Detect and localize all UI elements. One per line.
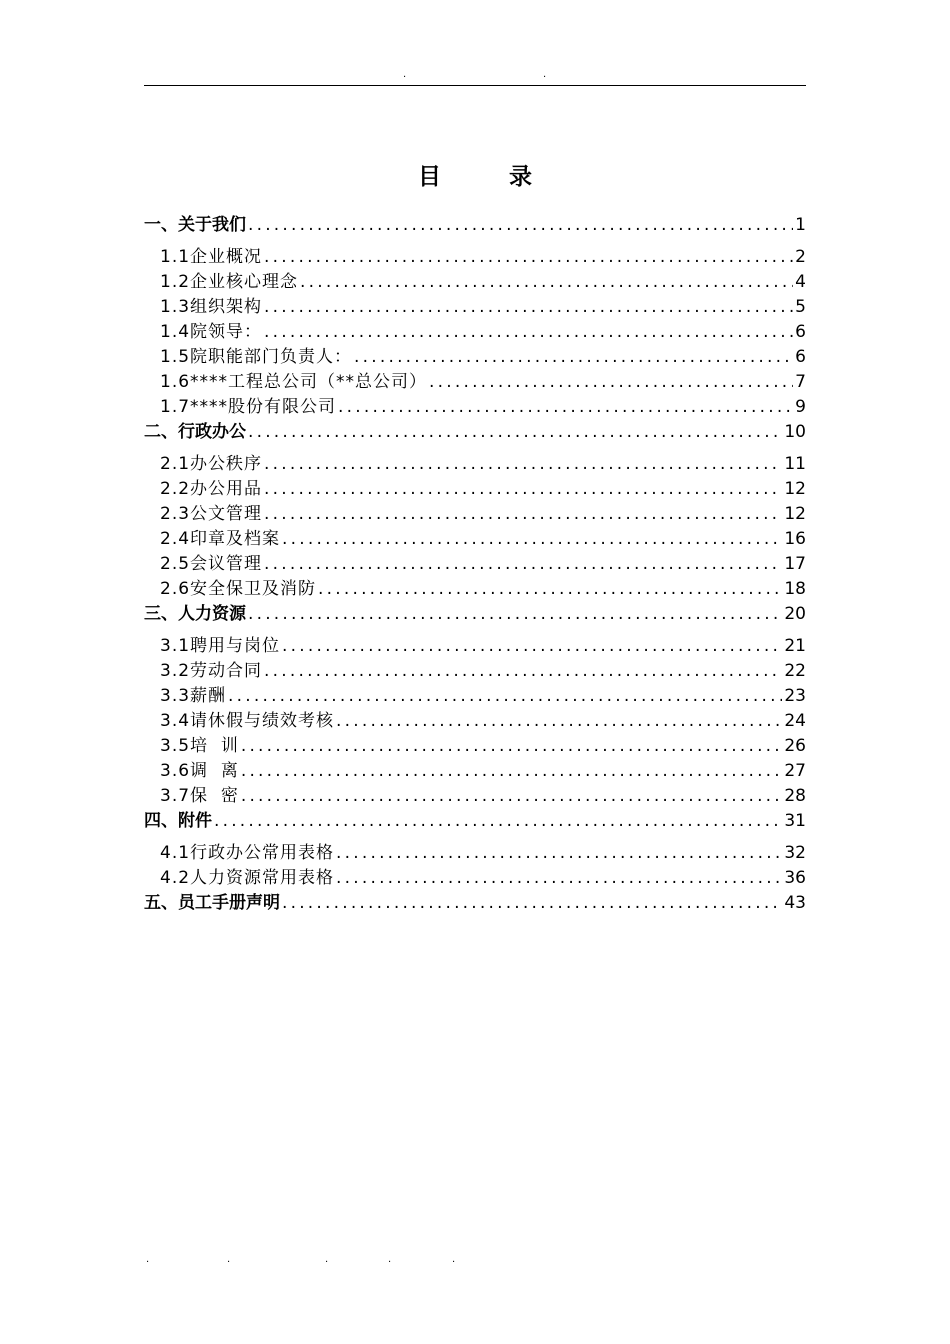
footer-dot: . [388,1254,392,1265]
page-title: 目 录 [417,164,562,190]
toc-dot-leader [264,247,793,267]
toc-section-entry[interactable] [144,806,806,841]
toc-entry-label: 2.2办公用品 [160,479,263,499]
toc-page-number: 43 [784,893,806,913]
toc-section-entry[interactable] [144,888,806,923]
toc-entry-label: 4.1行政办公常用表格 [160,843,335,863]
toc-dot-leader [264,479,782,499]
toc-section-entry[interactable] [144,417,806,452]
toc-entry-label: 3.5培 训 [160,736,239,756]
toc-subsection-entry[interactable] [144,756,806,781]
toc-dot-leader [264,554,782,574]
toc-subsection-entry[interactable] [144,392,806,417]
toc-entry-label: 2.3公文管理 [160,504,263,524]
toc-dot-leader [354,347,793,367]
toc-section-entry[interactable] [144,599,806,634]
toc-page-number: 24 [784,711,806,731]
toc-subsection-entry[interactable] [144,731,806,756]
header-dot: . [403,69,407,80]
toc-dot-leader [248,422,782,442]
toc-entry-label: 五、员工手册声明 [144,893,280,913]
toc-page-number: 32 [784,843,806,863]
toc-subsection-entry[interactable] [144,574,806,599]
toc-page-number: 12 [784,504,806,524]
toc-section-entry[interactable] [144,210,806,245]
footer-dot: . [146,1254,150,1265]
toc-entry-label: 2.6安全保卫及消防 [160,579,317,599]
toc-subsection-entry[interactable] [144,781,806,806]
toc-entry-label: 1.2企业核心理念 [160,272,299,292]
toc-dot-leader [228,686,782,706]
toc-subsection-entry[interactable] [144,838,806,863]
toc-entry-label: 1.5院职能部门负责人： [160,347,353,367]
toc-subsection-entry[interactable] [144,631,806,656]
toc-subsection-entry[interactable] [144,449,806,474]
toc-page-number: 27 [784,761,806,781]
toc-subsection-entry[interactable] [144,317,806,342]
toc-dot-leader [264,661,782,681]
toc-page-number: 10 [784,422,806,442]
toc-entry-label: 3.7保 密 [160,786,239,806]
toc-page-number: 6 [795,347,806,367]
toc-page-number: 16 [784,529,806,549]
toc-page-number: 28 [784,786,806,806]
toc-subsection-entry[interactable] [144,499,806,524]
toc-page-number: 31 [784,811,806,831]
toc-entry-label: 2.4印章及档案 [160,529,281,549]
toc-subsection-entry[interactable] [144,342,806,367]
footer-dot: . [325,1254,329,1265]
toc-page-number: 17 [784,554,806,574]
toc-page-number: 18 [784,579,806,599]
toc-dot-leader [300,272,793,292]
toc-page-number: 4 [795,272,806,292]
toc-page-number: 6 [795,322,806,342]
toc-entry-label: 1.7****股份有限公司 [160,397,337,417]
toc-page-number: 7 [795,372,806,392]
toc-entry-label: 三、人力资源 [144,604,246,624]
toc-subsection-entry[interactable] [144,706,806,731]
toc-entry-label: 2.5会议管理 [160,554,263,574]
toc-entry-label: 1.4院领导： [160,322,263,342]
toc-dot-leader [336,711,782,731]
toc-dot-leader [264,322,793,342]
toc-dot-leader [264,297,793,317]
toc-entry-label: 1.3组织架构 [160,297,263,317]
header-dot: . [543,69,547,80]
toc-page-number: 5 [795,297,806,317]
toc-dot-leader [248,215,793,235]
toc-page-number: 21 [784,636,806,656]
toc-page-number: 1 [795,215,806,235]
toc-page-number: 2 [795,247,806,267]
toc-page-number: 12 [784,479,806,499]
toc-dot-leader [336,843,782,863]
toc-page-number: 11 [784,454,806,474]
toc-entry-label: 一、关于我们 [144,215,246,235]
toc-subsection-entry[interactable] [144,524,806,549]
toc-dot-leader [264,504,782,524]
page-footer [0,1255,950,1267]
toc-page-number: 20 [784,604,806,624]
toc-entry-label: 3.1聘用与岗位 [160,636,281,656]
toc-dot-leader [336,868,782,888]
toc-dot-leader [318,579,782,599]
toc-subsection-entry[interactable] [144,474,806,499]
toc-entry-label: 四、附件 [144,811,212,831]
toc-entry-label: 二、行政办公 [144,422,246,442]
toc-dot-leader [282,636,782,656]
header-rule [144,85,806,86]
toc-subsection-entry[interactable] [144,267,806,292]
toc-dot-leader [338,397,793,417]
toc-dot-leader [214,811,782,831]
toc-entry-label: 1.6****工程总公司（**总公司） [160,372,428,392]
toc-dot-leader [248,604,782,624]
toc-subsection-entry[interactable] [144,367,806,392]
toc-dot-leader [282,893,782,913]
toc-page-number: 23 [784,686,806,706]
toc-subsection-entry[interactable] [144,681,806,706]
toc-dot-leader [282,529,782,549]
toc-subsection-entry[interactable] [144,656,806,681]
footer-dot: . [452,1254,456,1265]
toc-page-number: 26 [784,736,806,756]
footer-dot: . [227,1254,231,1265]
toc-entry-label: 3.6调 离 [160,761,239,781]
toc-entry-label: 3.3薪酬 [160,686,227,706]
toc-dot-leader [241,761,783,781]
toc-subsection-entry[interactable] [144,242,806,267]
toc-subsection-entry[interactable] [144,863,806,888]
toc-page-number: 36 [784,868,806,888]
toc-entry-label: 3.2劳动合同 [160,661,263,681]
toc-entry-label: 3.4请休假与绩效考核 [160,711,335,731]
toc-dot-leader [241,786,783,806]
toc-subsection-entry[interactable] [144,292,806,317]
table-of-contents [144,210,806,923]
toc-page-number: 22 [784,661,806,681]
toc-page-number: 9 [795,397,806,417]
toc-subsection-entry[interactable] [144,549,806,574]
page-header [0,70,950,84]
toc-entry-label: 1.1企业概况 [160,247,263,267]
toc-entry-label: 2.1办公秩序 [160,454,263,474]
toc-dot-leader [264,454,782,474]
toc-dot-leader [429,372,793,392]
toc-entry-label: 4.2人力资源常用表格 [160,868,335,888]
toc-dot-leader [241,736,783,756]
